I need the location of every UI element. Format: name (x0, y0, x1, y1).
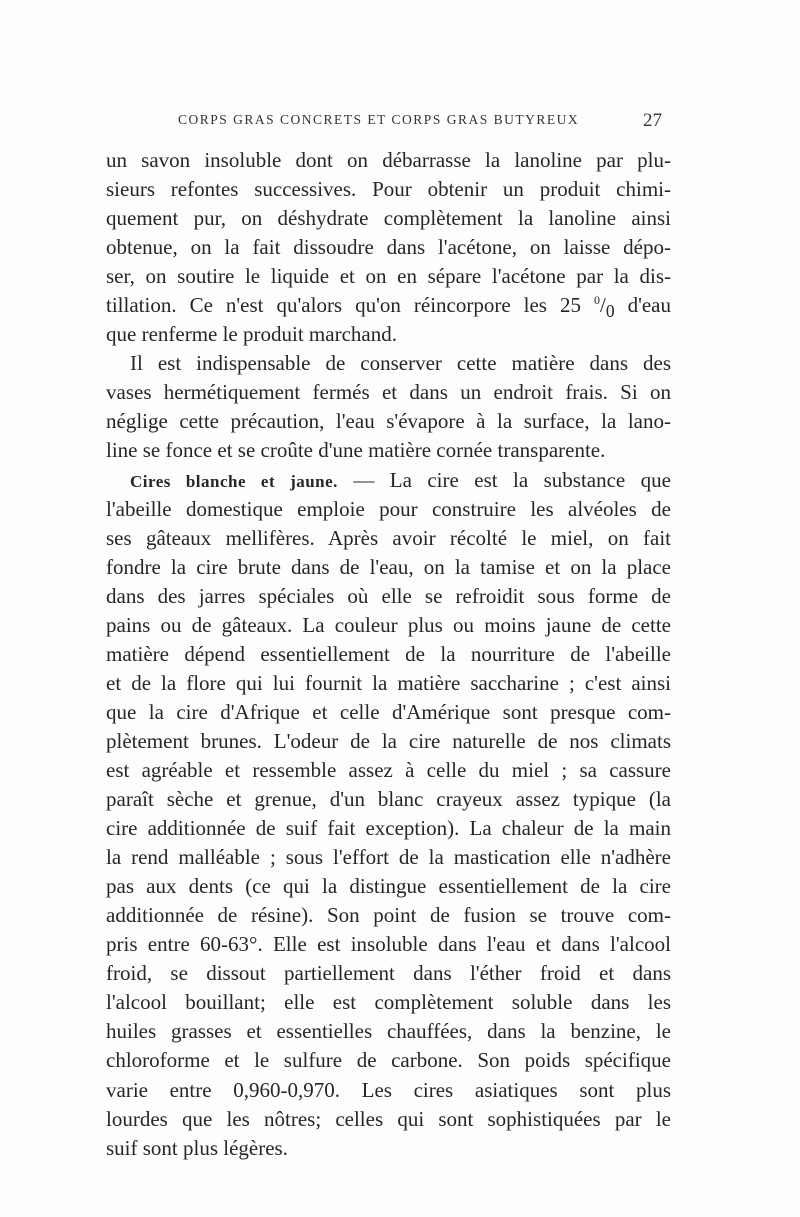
text-line: ses gâteaux mellifères. Après avoir récolté le miel, on fait (106, 525, 671, 550)
percent-slash: / (599, 293, 606, 318)
running-head (106, 112, 662, 136)
text-line: obtenue, on la fait dissoudre dans l'acétone, on laisse dépo- (106, 235, 671, 260)
percent-sub: 0 (605, 301, 615, 322)
page-number: 27 (643, 110, 662, 131)
text-fragment: tillation. Ce n'est qu'alors qu'on réincorpore les 25 (106, 293, 581, 318)
text-line: froid, se dissout partiellement dans l'éther froid et dans (106, 961, 671, 986)
text-line: l'alcool bouillant; elle est complètement soluble dans les (106, 990, 671, 1015)
text-line: suif sont plus légères. (106, 1135, 288, 1160)
text-line: sieurs refontes successives. Pour obtenir un produit chimi- (106, 177, 671, 202)
text-line: fondre la cire brute dans de l'eau, on la tamise et on la place (106, 554, 671, 579)
text-line: pains ou de gâteaux. La couleur plus ou moins jaune de cette (106, 612, 671, 637)
text-line: cire additionnée de suif fait exception). La chaleur de la main (106, 816, 671, 841)
text-line: est agréable et ressemble assez à celle du miel ; sa cassure (106, 757, 671, 782)
text-line: varie entre 0,960-0,970. Les cires asiatiques sont plus (106, 1077, 671, 1102)
body-text (106, 146, 671, 1163)
text-line: l'abeille domestique emploie pour construire les alvéoles de (106, 496, 671, 521)
section-heading: Cires blanche et jaune. (130, 471, 338, 491)
text-line-percent (106, 291, 671, 320)
text-line: Il est indispensable de conserver cette matière dans des (130, 351, 671, 376)
text-line: et de la flore qui lui fournit la matière saccharine ; c'est ainsi (106, 670, 671, 695)
text-fragment: — La cire est la substance que (337, 467, 671, 492)
text-line: la rend malléable ; sous l'effort de la mastication elle n'adhère (106, 845, 671, 870)
running-title: CORPS GRAS CONCRETS ET CORPS GRAS BUTYREUX (178, 112, 580, 127)
text-line: lourdes que les nôtres; celles qui sont sophistiquées par le (106, 1106, 671, 1131)
text-line: pris entre 60-63°. Elle est insoluble dans l'eau et dans l'alcool (106, 932, 671, 957)
text-line: huiles grasses et essentielles chauffées, dans la benzine, le (106, 1019, 671, 1044)
text-line: line se fonce et se croûte d'une matière cornée transparente. (106, 438, 606, 463)
text-line: plètement brunes. L'odeur de la cire naturelle de nos climats (106, 728, 671, 753)
percent-sup: 0 (593, 293, 600, 308)
text-line: un savon insoluble dont on débarrasse la lanoline par plu- (106, 148, 671, 172)
text-line: quement pur, on déshydrate complètement la lanoline ainsi (106, 206, 671, 231)
text-line: additionnée de résine). Son point de fusion se trouve com- (106, 903, 671, 928)
text-line: matière dépend essentiellement de la nourriture de l'abeille (106, 641, 671, 666)
text-line: paraît sèche et grenue, d'un blanc crayeux assez typique (la (106, 787, 671, 812)
text-line: ser, on soutire le liquide et on en sépare l'acétone par la dis- (106, 264, 671, 289)
text-line: que la cire d'Afrique et celle d'Amérique sont presque com- (106, 699, 671, 724)
text-line: chloroforme et le sulfure de carbone. Son poids spécifique (106, 1048, 671, 1073)
text-fragment: d'eau (614, 293, 671, 318)
text-line: vases hermétiquement fermés et dans un endroit frais. Si on (106, 380, 671, 405)
text-line: pas aux dents (ce qui la distingue essentiellement de la cire (106, 874, 671, 899)
text-line: que renferme le produit marchand. (106, 322, 397, 347)
text-line: néglige cette précaution, l'eau s'évapore à la surface, la lano- (106, 409, 671, 434)
text-line: dans des jarres spéciales où elle se refroidit sous forme de (106, 583, 671, 608)
section-heading-line (106, 466, 671, 495)
